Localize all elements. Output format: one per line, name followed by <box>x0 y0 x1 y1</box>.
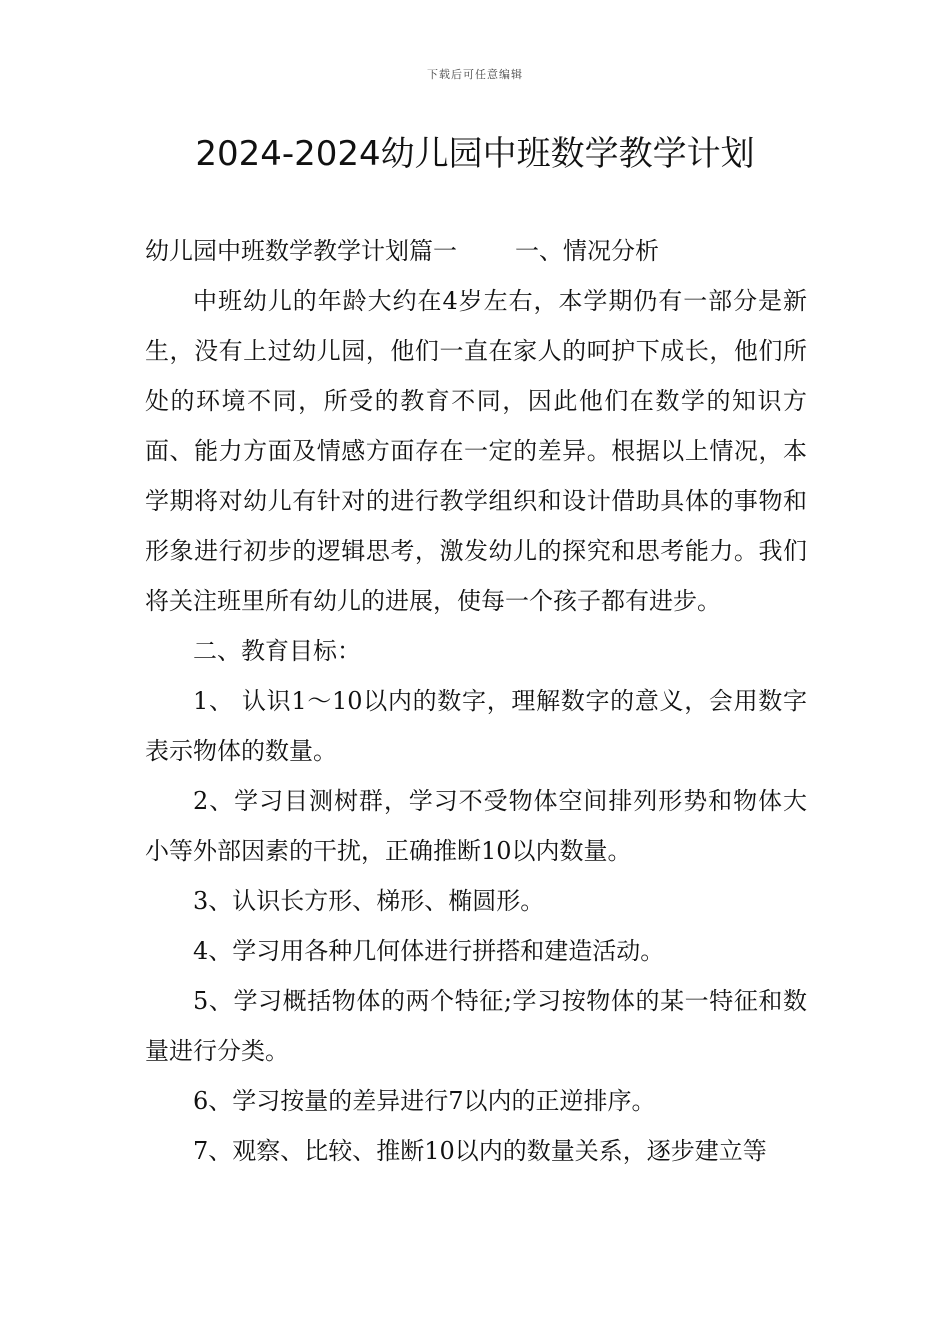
paragraph-situation: 中班幼儿的年龄大约在4岁左右，本学期仍有一部分是新生，没有上过幼儿园，他们一直在家人的呵护下成长，他们所处的环境不同，所受的教育不同，因此他们在数学的知识方面、能力方面及情感方面存在一定的差异。根据以上情况，本学期将对幼儿有针对的进行教学组织和设计借助具体的事物和形象进行初步的逻辑思考，激发幼儿的探究和思考能力。我们将关注班里所有幼儿的进展，使每一个孩子都有进步。 <box>145 287 807 615</box>
goal-item-4: 4、学习用各种几何体进行拼搭和建造活动。 <box>193 937 665 965</box>
goal-item-5: 5、学习概括物体的两个特征;学习按物体的某一特征和数量进行分类。 <box>145 987 807 1065</box>
document-title: 2024-2024幼儿园中班数学教学计划 <box>195 134 755 174</box>
goal-item-7: 7、观察、比较、推断10以内的数量关系，逐步建立等 <box>193 1137 767 1165</box>
goal-item-2: 2、学习目测树群，学习不受物体空间排列形势和物体大小等外部因素的干扰，正确推断10以内数量。 <box>145 787 807 865</box>
section-heading-situation: 一、情况分析 <box>515 237 659 265</box>
goal-item-6: 6、学习按量的差异进行7以内的正逆排序。 <box>193 1087 656 1115</box>
document-body <box>145 226 807 1176</box>
section-heading-goals: 二、教育目标： <box>193 637 361 665</box>
goal-item-3: 3、认识长方形、梯形、椭圆形。 <box>193 887 545 915</box>
plan-subtitle: 幼儿园中班数学教学计划篇一 <box>145 237 457 265</box>
section-heading-line <box>145 226 807 276</box>
header-note: 下载后可任意编辑 <box>427 68 523 81</box>
goal-item-1: 1、 认识1～10以内的数字，理解数字的意义，会用数字表示物体的数量。 <box>145 687 807 765</box>
